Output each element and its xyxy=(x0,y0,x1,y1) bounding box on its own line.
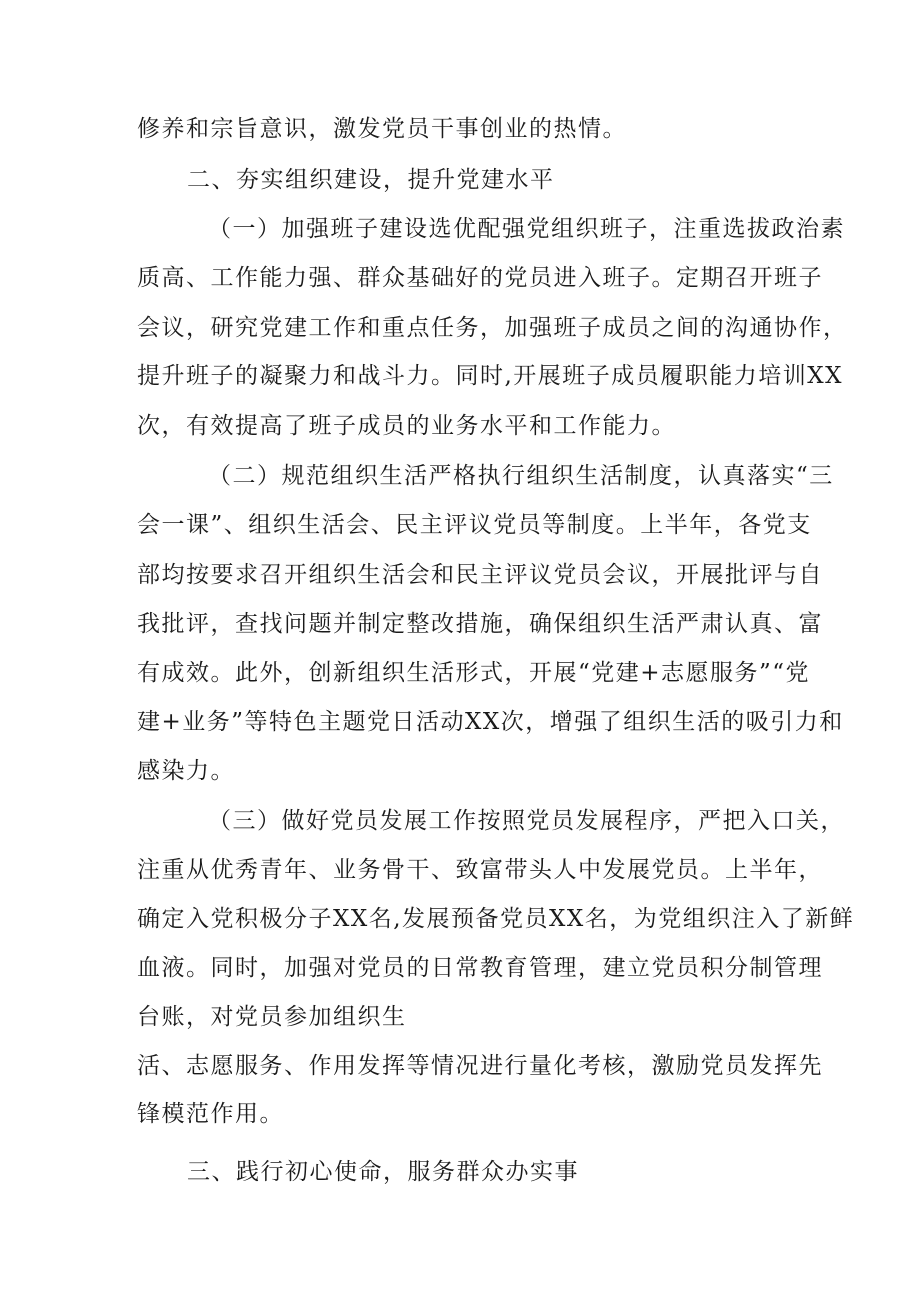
paragraph-line: （二）规范组织生活严格执行组织生活制度，认真落实“三 xyxy=(208,463,834,489)
paragraph-line: 部均按要求召开组织生活会和民主评议党员会议，开展批评与自 xyxy=(137,562,823,588)
paragraph-line: 提升班子的凝聚力和战斗力。同时,开展班子成员履职能力培训XX xyxy=(137,363,844,389)
paragraph-line: 会议，研究党建工作和重点任务，加强班子成员之间的沟通协作， xyxy=(137,315,848,341)
paragraph-line: 质高、工作能力强、群众基础好的党员进入班子。定期召开班子 xyxy=(137,265,823,291)
paragraph-line: （一）加强班子建设选优配强党组织班子，注重选拔政治素 xyxy=(208,216,845,242)
paragraph-line: 感染力。 xyxy=(137,758,235,784)
paragraph-line: 注重从优秀青年、业务骨干、致富带头人中发展党员。上半年， xyxy=(137,857,823,883)
paragraph-line: 修养和宗旨意识，激发党员干事创业的热情。 xyxy=(137,116,627,142)
paragraph-line: 会一课”、组织生活会、民主评议党员等制度。上半年，各党支 xyxy=(137,512,812,538)
paragraph-line: 次，有效提高了班子成员的业务水平和工作能力。 xyxy=(137,413,676,439)
paragraph-line: 台账，对党员参加组织生 xyxy=(137,1004,407,1030)
section-heading: 二、夯实组织建设，提升党建水平 xyxy=(187,167,555,193)
paragraph-line: 活、志愿服务、作用发挥等情况进行量化考核，激励党员发挥先 xyxy=(137,1053,823,1079)
paragraph-line: 确定入党积极分子XX名,发展预备党员XX名，为党组织注入了新鲜 xyxy=(137,906,855,932)
paragraph-line: 我批评，查找问题并制定整改措施，确保组织生活严肃认真、富 xyxy=(137,611,823,637)
section-heading: 三、践行初心使命，服务群众办实事 xyxy=(187,1159,579,1185)
paragraph-line: 建+业务”等特色主题党日活动XX次，增强了组织生活的吸引力和 xyxy=(137,709,844,735)
paragraph-line: （三）做好党员发展工作按照党员发展程序，严把入口关， xyxy=(208,808,845,834)
paragraph-line: 锋模范作用。 xyxy=(137,1101,284,1127)
paragraph-line: 有成效。此外，创新组织生活形式，开展“党建+志愿服务”“党 xyxy=(137,660,811,686)
paragraph-line: 血液。同时，加强对党员的日常教育管理，建立党员积分制管理 xyxy=(137,955,823,981)
